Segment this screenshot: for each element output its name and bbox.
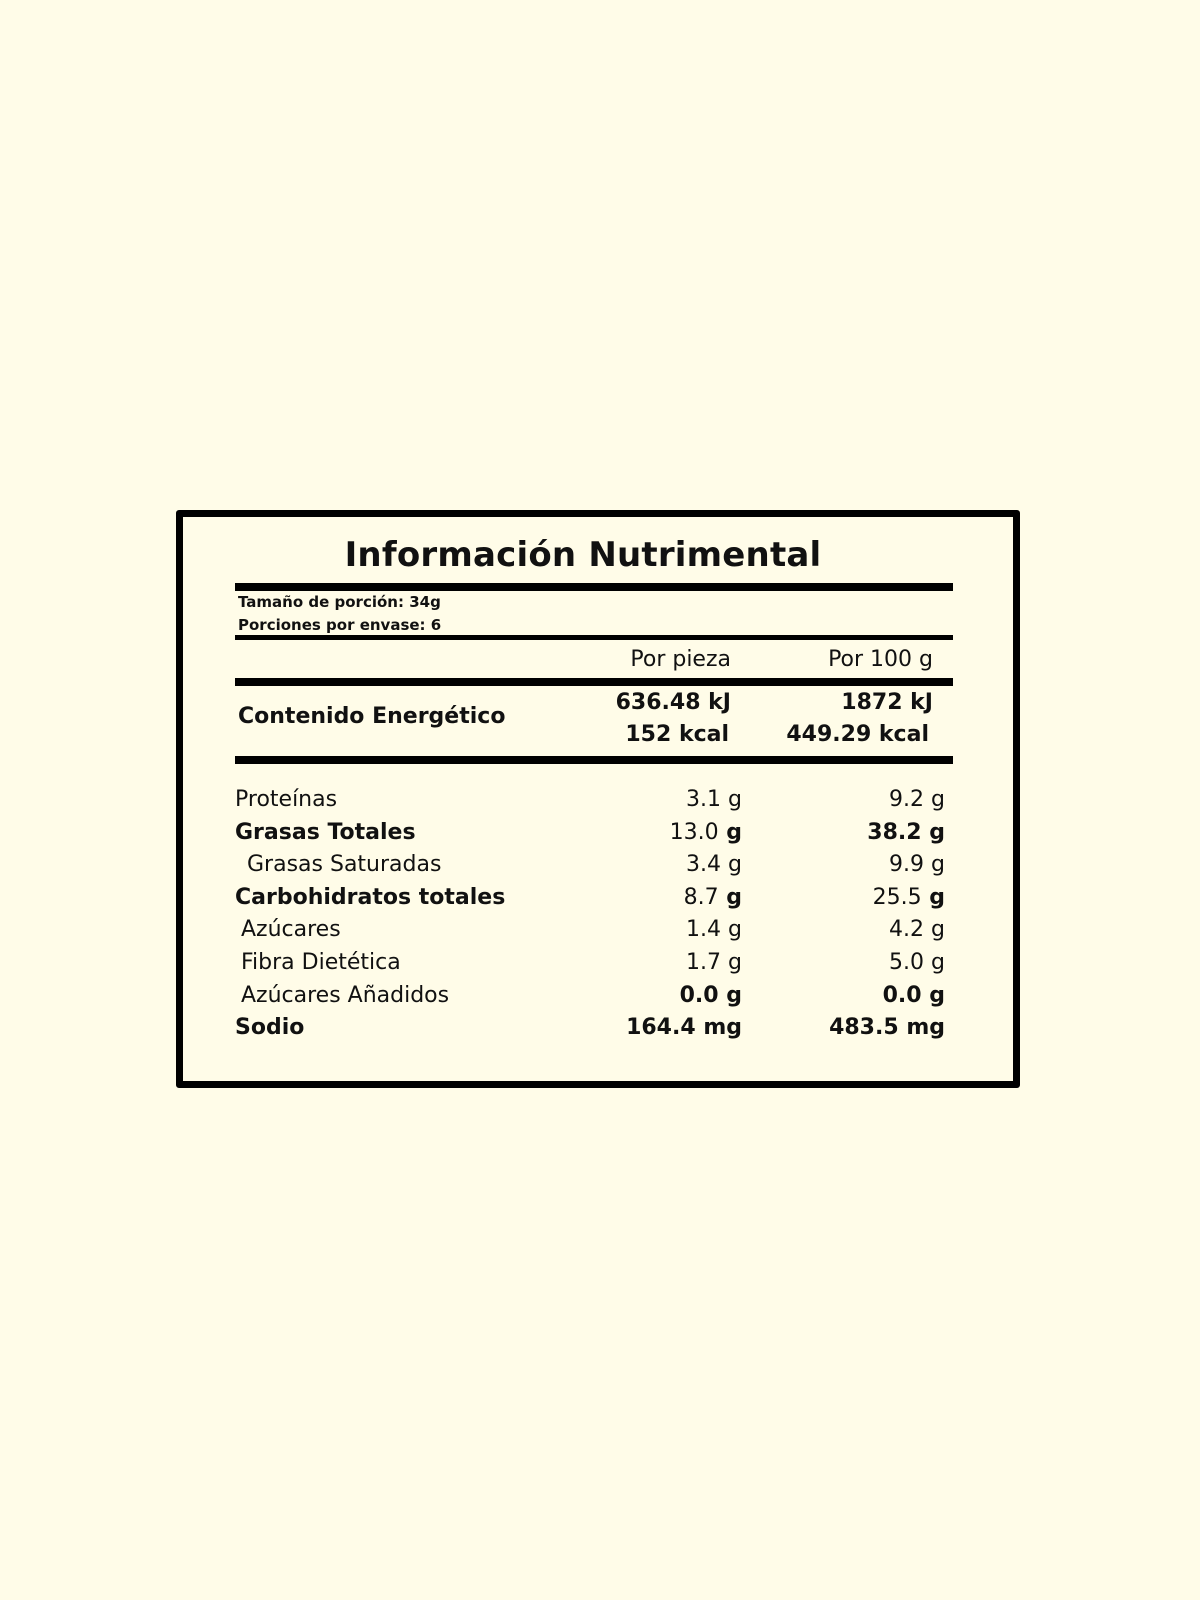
nutrient-value-per-100g: 4.2 g [889,917,945,943]
energy-label: Contenido Energético [238,704,506,729]
nutrient-value-per-100g: 38.2 g [867,819,945,845]
label-title: Información Nutrimental [344,535,822,575]
nutrient-name: Sodio [235,1015,305,1041]
nutrient-value-per-piece: 164.4 mg [626,1015,742,1041]
serving-size: Tamaño de porción: 34g [238,593,441,611]
nutrient-row-fibra [235,950,953,983]
nutrient-value-per-piece: 3.1 g [686,787,742,812]
nutrient-value-per-piece: 1.4 g [686,917,742,943]
nutrient-value-per-piece: 3.4 g [686,852,742,878]
nutrient-row-grasas-totales [235,820,953,853]
column-header-per-piece: Por pieza [630,647,731,672]
nutrition-label [176,510,1020,1088]
nutrient-row-proteinas [235,787,953,820]
nutrient-row-carbohidratos [235,885,953,918]
servings-per-container: Porciones por envase: 6 [238,616,442,634]
energy-per-100g-kcal: 449.29 kcal [786,722,929,747]
energy-per-piece-kcal: 152 kcal [625,722,729,747]
nutrient-value-per-100g: 483.5 mg [829,1015,945,1041]
nutrient-name: Fibra Dietética [241,949,401,975]
nutrient-value-per-100g: 9.9 g [889,852,945,878]
nutrient-row-sodio [235,1015,953,1048]
nutrient-name: Azúcares Añadidos [241,982,450,1008]
nutrient-value-per-100g: 0.0 g [882,982,945,1008]
nutrient-value-per-piece: 8.7 g [683,884,742,910]
divider-top [235,583,953,591]
column-header-per-100g: Por 100 g [828,647,933,672]
nutrient-value-per-100g: 9.2 g [889,787,945,812]
divider-energy [235,756,953,764]
nutrient-name: Grasas Saturadas [247,852,442,878]
nutrient-name: Azúcares [241,917,341,943]
divider-header [235,678,953,686]
nutrient-value-per-piece: 1.7 g [686,949,742,975]
energy-per-100g-kj: 1872 kJ [841,690,933,715]
nutrient-row-grasas-saturadas [235,852,953,885]
nutrient-name: Carbohidratos totales [235,884,506,910]
nutrient-row-azucares-anadidos [235,983,953,1016]
nutrient-value-per-piece: 13.0 g [669,819,742,845]
nutrient-value-per-100g: 5.0 g [889,949,945,975]
nutrient-name: Proteínas [235,787,338,812]
nutrient-value-per-100g: 25.5 g [872,884,945,910]
nutrient-name: Grasas Totales [235,819,416,845]
nutrient-value-per-piece: 0.0 g [679,982,742,1008]
energy-per-piece-kj: 636.48 kJ [615,690,731,715]
divider-serving [235,635,953,640]
nutrient-row-azucares [235,917,953,950]
nutrient-list [235,787,953,1048]
